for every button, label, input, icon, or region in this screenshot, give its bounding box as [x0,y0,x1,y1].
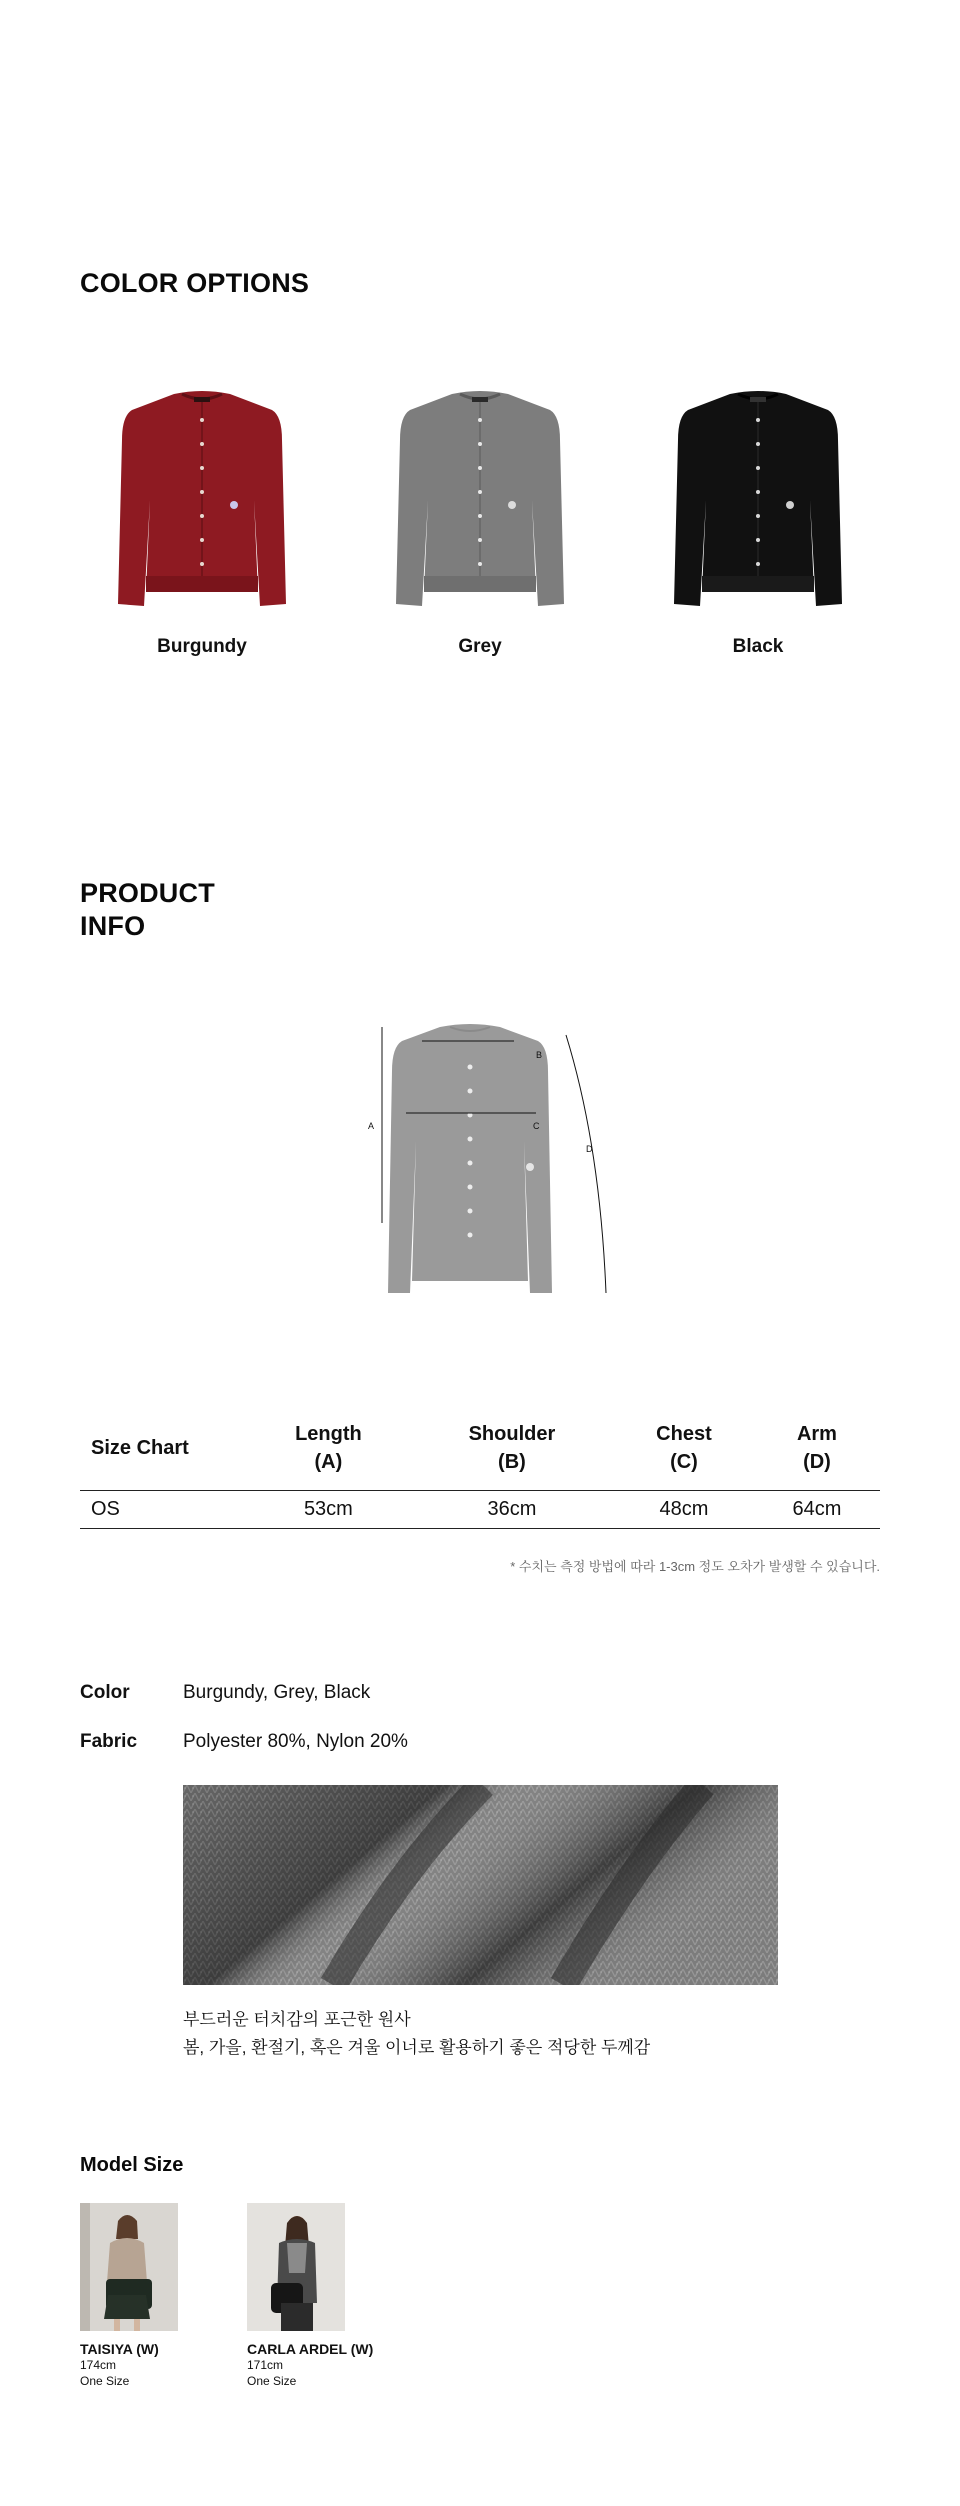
model-height: 174cm [80,2358,117,2372]
color-spec-label: Color [80,1682,130,1703]
table-row [80,1491,880,1529]
label-c: C [533,1121,540,1131]
model-size: One Size [80,2374,130,2388]
fabric-description-line1: 부드러운 터치감의 포근한 원사 [183,2010,411,2029]
header-code: (D) [803,1451,831,1473]
header-length [247,1410,410,1491]
label-d: D [586,1144,593,1154]
model-photo [80,2203,178,2331]
header-chest [614,1410,754,1491]
fabric-description-line2: 봄, 가을, 환절기, 혹은 겨울 이너로 활용하기 좋은 적당한 두께감 [183,2038,651,2057]
cell-arm: 64cm [792,1498,842,1520]
header-code: (B) [498,1451,526,1473]
size-chart-table [80,1410,880,1529]
cell-size: OS [91,1498,120,1520]
cell-shoulder: 36cm [487,1498,537,1520]
header-code: (A) [314,1451,343,1473]
product-info-title-line1: PRODUCT [80,878,215,908]
model-name: TAISIYA (W) [80,2341,159,2357]
cell-length: 53cm [303,1498,353,1520]
black-cardigan-image [638,380,878,620]
model-name: CARLA ARDEL (W) [247,2341,374,2357]
label-b: B [536,1050,543,1060]
product-info-title-line2: INFO [80,911,146,941]
header-code: (C) [670,1451,698,1473]
product-info-title [80,877,215,943]
cell-chest: 48cm [659,1498,709,1520]
model-size: One Size [247,2374,297,2388]
color-option-black[interactable] [638,380,878,658]
header-shoulder [410,1410,614,1491]
cardigan-silhouette [388,1024,552,1293]
fabric-closeup-image [183,1785,778,1985]
color-name: Grey [458,636,502,657]
header-size-chart [80,1410,247,1491]
size-chart-header-row [80,1410,880,1491]
header-arm [754,1410,880,1491]
color-option-burgundy[interactable] [82,380,322,658]
arm-measure-line [566,1035,606,1293]
model-card [80,2203,210,2389]
color-options-title: COLOR OPTIONS [80,268,310,298]
burgundy-cardigan-image [82,380,322,620]
measurement-diagram [360,1015,620,1305]
header-label: Size Chart [91,1437,189,1459]
color-name: Burgundy [157,636,247,657]
fabric-spec-label: Fabric [80,1731,138,1752]
label-a: A [368,1121,375,1131]
model-size-title: Model Size [80,2154,184,2176]
header-label: Shoulder [468,1423,556,1445]
color-name: Black [732,636,784,657]
color-spec-value: Burgundy, Grey, Black [183,1682,371,1703]
color-option-grey[interactable] [360,380,600,658]
header-label: Arm [796,1423,837,1445]
model-photo [247,2203,345,2331]
fabric-spec-value: Polyester 80%, Nylon 20% [183,1731,408,1752]
size-chart-note: * 수치는 측정 방법에 따라 1-3cm 정도 오차가 발생할 수 있습니다. [510,1559,880,1574]
grey-cardigan-image [360,380,600,620]
model-card [247,2203,377,2389]
header-label: Chest [656,1423,712,1445]
model-height: 171cm [247,2358,284,2372]
header-label: Length [295,1423,362,1445]
